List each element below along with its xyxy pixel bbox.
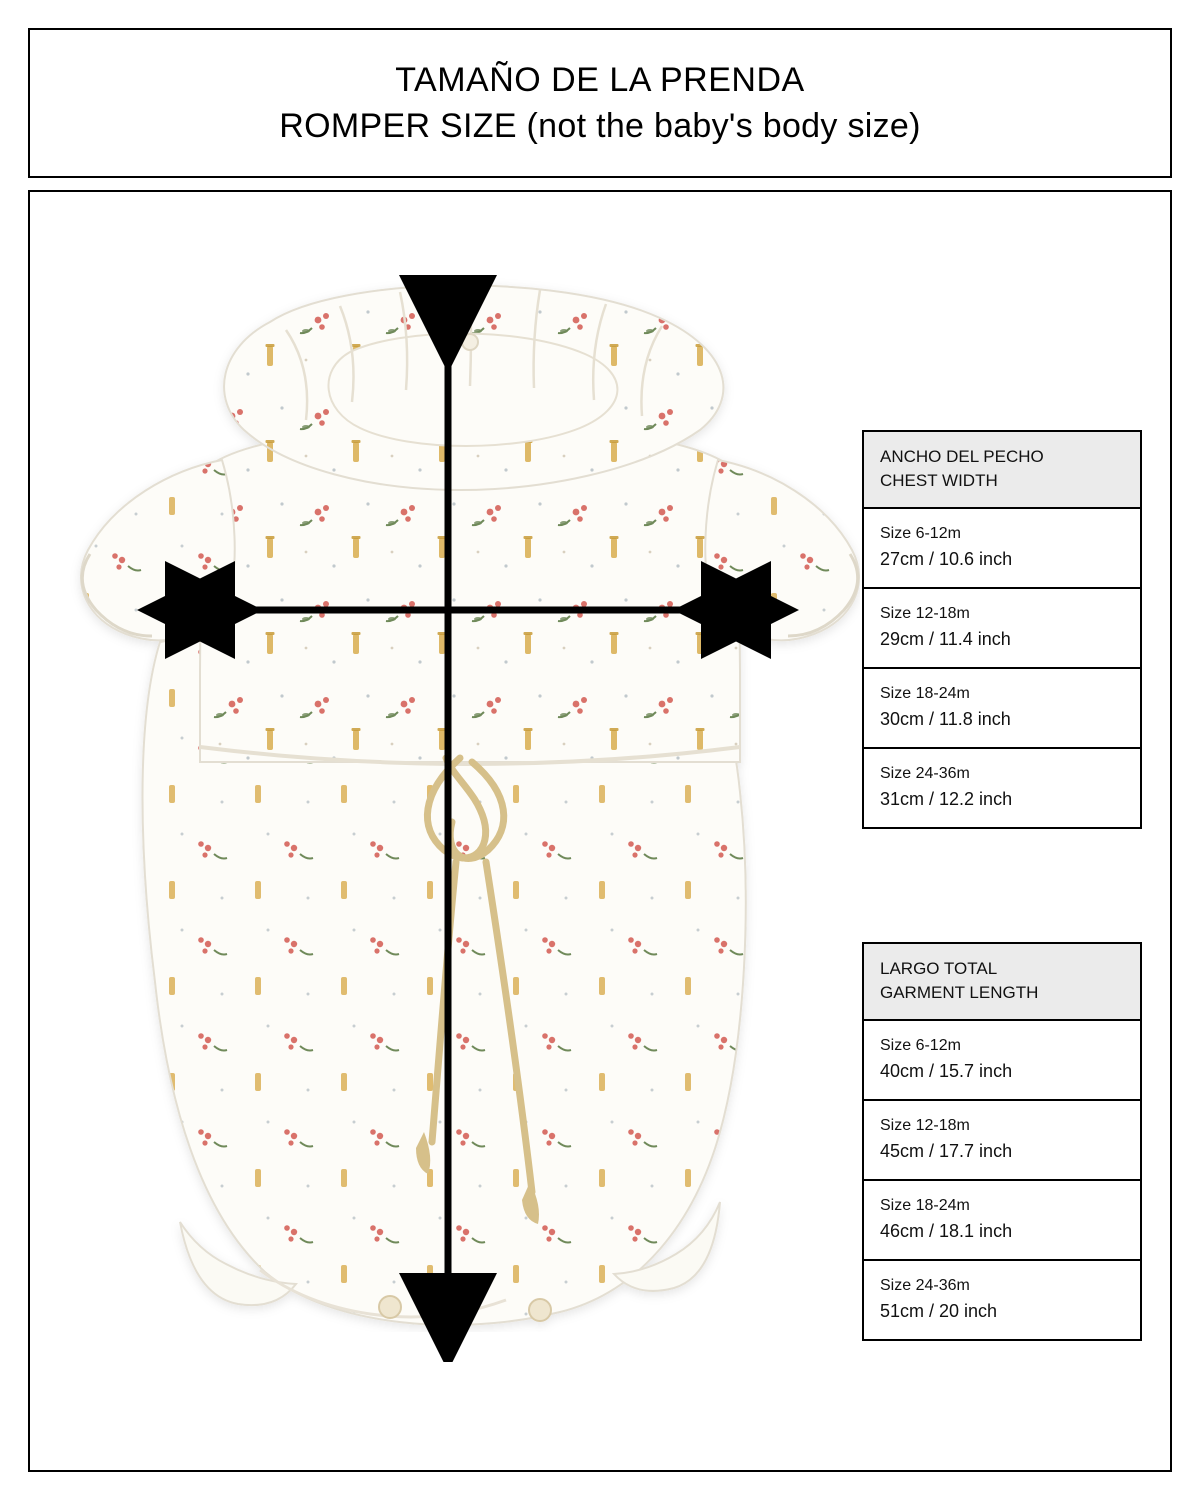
size-label: Size 12-18m <box>880 1117 970 1134</box>
table-row <box>864 589 1140 669</box>
chest-width-table <box>862 430 1142 829</box>
measure-value: 51cm / 20 inch <box>880 1301 998 1321</box>
table-row <box>864 749 1140 827</box>
title-box <box>28 28 1172 178</box>
measure-value: 30cm / 11.8 inch <box>880 709 1011 729</box>
romper-illustration <box>40 202 860 1332</box>
size-label: Size 18-24m <box>880 685 970 702</box>
size-label: Size 24-36m <box>880 1277 970 1294</box>
garment-length-header-en: GARMENT LENGTH <box>880 983 1039 1002</box>
garment-photo <box>40 202 860 1332</box>
table-row <box>864 669 1140 749</box>
measure-value: 46cm / 18.1 inch <box>880 1221 1013 1241</box>
size-label: Size 12-18m <box>880 605 970 622</box>
table-row <box>864 1021 1140 1101</box>
table-row <box>864 509 1140 589</box>
size-label: Size 18-24m <box>880 1197 970 1214</box>
garment-length-header-es: LARGO TOTAL <box>880 959 998 978</box>
size-label: Size 6-12m <box>880 1037 961 1054</box>
measure-value: 40cm / 15.7 inch <box>880 1061 1013 1081</box>
title-english: ROMPER SIZE (not the baby's body size) <box>279 107 921 145</box>
size-label: Size 6-12m <box>880 525 961 542</box>
measure-value: 45cm / 17.7 inch <box>880 1141 1013 1161</box>
chest-width-header <box>864 432 1140 509</box>
size-label: Size 24-36m <box>880 765 970 782</box>
title-spanish: TAMAÑO DE LA PRENDA <box>395 61 805 99</box>
table-row <box>864 1181 1140 1261</box>
chest-width-header-en: CHEST WIDTH <box>880 471 998 490</box>
table-row <box>864 1261 1140 1339</box>
measure-value: 27cm / 10.6 inch <box>880 549 1013 569</box>
measure-value: 29cm / 11.4 inch <box>880 629 1011 649</box>
garment-length-header <box>864 944 1140 1021</box>
garment-length-table <box>862 942 1142 1341</box>
chest-width-header-es: ANCHO DEL PECHO <box>880 447 1044 466</box>
table-row <box>864 1101 1140 1181</box>
measure-value: 31cm / 12.2 inch <box>880 789 1013 809</box>
content-box <box>28 190 1172 1472</box>
